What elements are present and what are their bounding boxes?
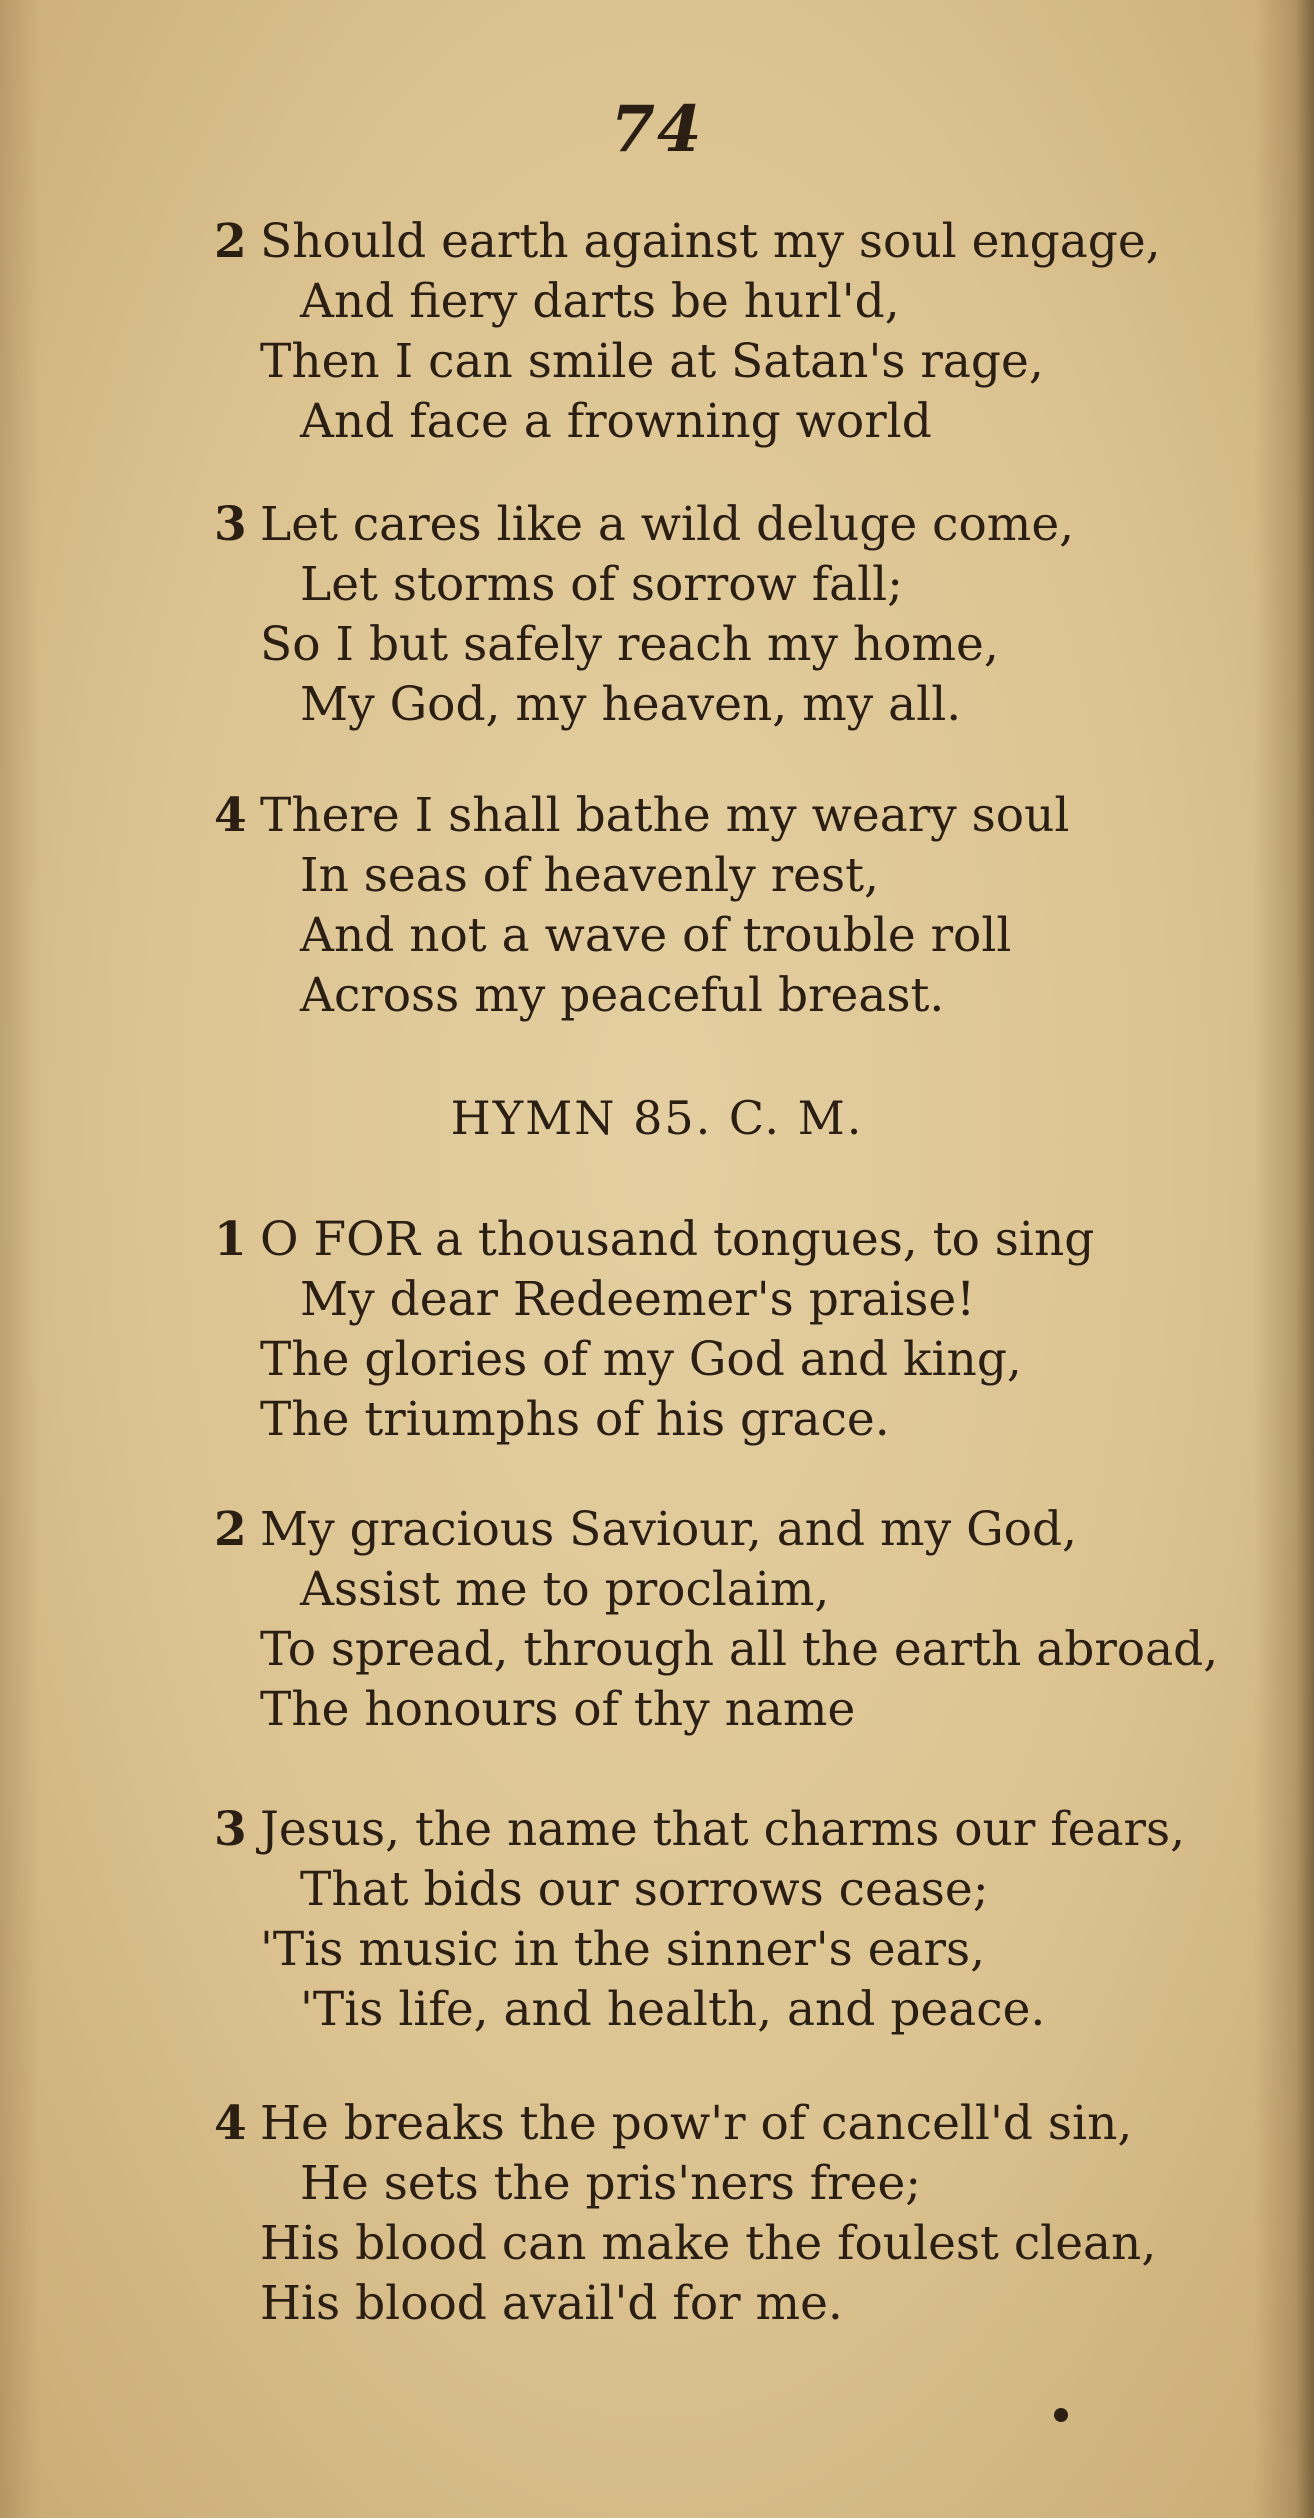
verse-number: 4	[214, 2096, 247, 2151]
verse-number: 1	[214, 1212, 247, 1267]
verse-number: 4	[214, 788, 247, 843]
verse-number: 3	[214, 1802, 247, 1857]
verse-line: And fiery darts be hurl'd,	[300, 274, 900, 329]
verse-line: My God, my heaven, my all.	[300, 677, 962, 732]
verse-line: The glories of my God and king,	[260, 1332, 1022, 1387]
verse-line: O FOR a thousand tongues, to sing	[260, 1212, 1095, 1267]
verse-line: And face a frowning world	[300, 394, 932, 449]
verse-line: Let storms of sorrow fall;	[300, 557, 904, 612]
verse-line: His blood avail'd for me.	[260, 2276, 843, 2331]
verse-line: Let cares like a wild deluge come,	[260, 497, 1075, 552]
verse-line: Across my peaceful breast.	[300, 968, 945, 1023]
page-shadow-left	[0, 0, 40, 2518]
verse-line: And not a wave of trouble roll	[300, 908, 1012, 963]
verse-line: In seas of heavenly rest,	[300, 848, 879, 903]
verse-line: Should earth against my soul engage,	[260, 214, 1161, 269]
verse-number: 2	[214, 1502, 247, 1557]
ink-spot	[1054, 2408, 1068, 2422]
verse-line: Then I can smile at Satan's rage,	[260, 334, 1044, 389]
verse-line: So I but safely reach my home,	[260, 617, 999, 672]
verse-line: To spread, through all the earth abroad,	[260, 1622, 1219, 1677]
verse-line: He breaks the pow'r of cancell'd sin,	[260, 2096, 1133, 2151]
page-shadow-right	[1254, 0, 1314, 2518]
verse-line: The honours of thy name	[260, 1682, 856, 1737]
verse-line: There I shall bathe my weary soul	[260, 788, 1070, 843]
verse-line: He sets the pris'ners free;	[300, 2156, 922, 2211]
verse-line: The triumphs of his grace.	[260, 1392, 890, 1447]
hymn-heading: HYMN 85. C. M.	[450, 1091, 864, 1145]
verse-number: 2	[214, 214, 247, 269]
verse-line: Assist me to proclaim,	[300, 1562, 830, 1617]
verse-number: 3	[214, 497, 247, 552]
verse-line: His blood can make the foulest clean,	[260, 2216, 1157, 2271]
verse-line: 'Tis music in the sinner's ears,	[260, 1922, 986, 1977]
page-number: 74	[610, 92, 704, 167]
verse-line: That bids our sorrows cease;	[300, 1862, 989, 1917]
verse-line: My dear Redeemer's praise!	[300, 1272, 976, 1327]
verse-line: Jesus, the name that charms our fears,	[260, 1802, 1186, 1857]
verse-line: My gracious Saviour, and my God,	[260, 1502, 1077, 1557]
verse-line: 'Tis life, and health, and peace.	[300, 1982, 1046, 2037]
